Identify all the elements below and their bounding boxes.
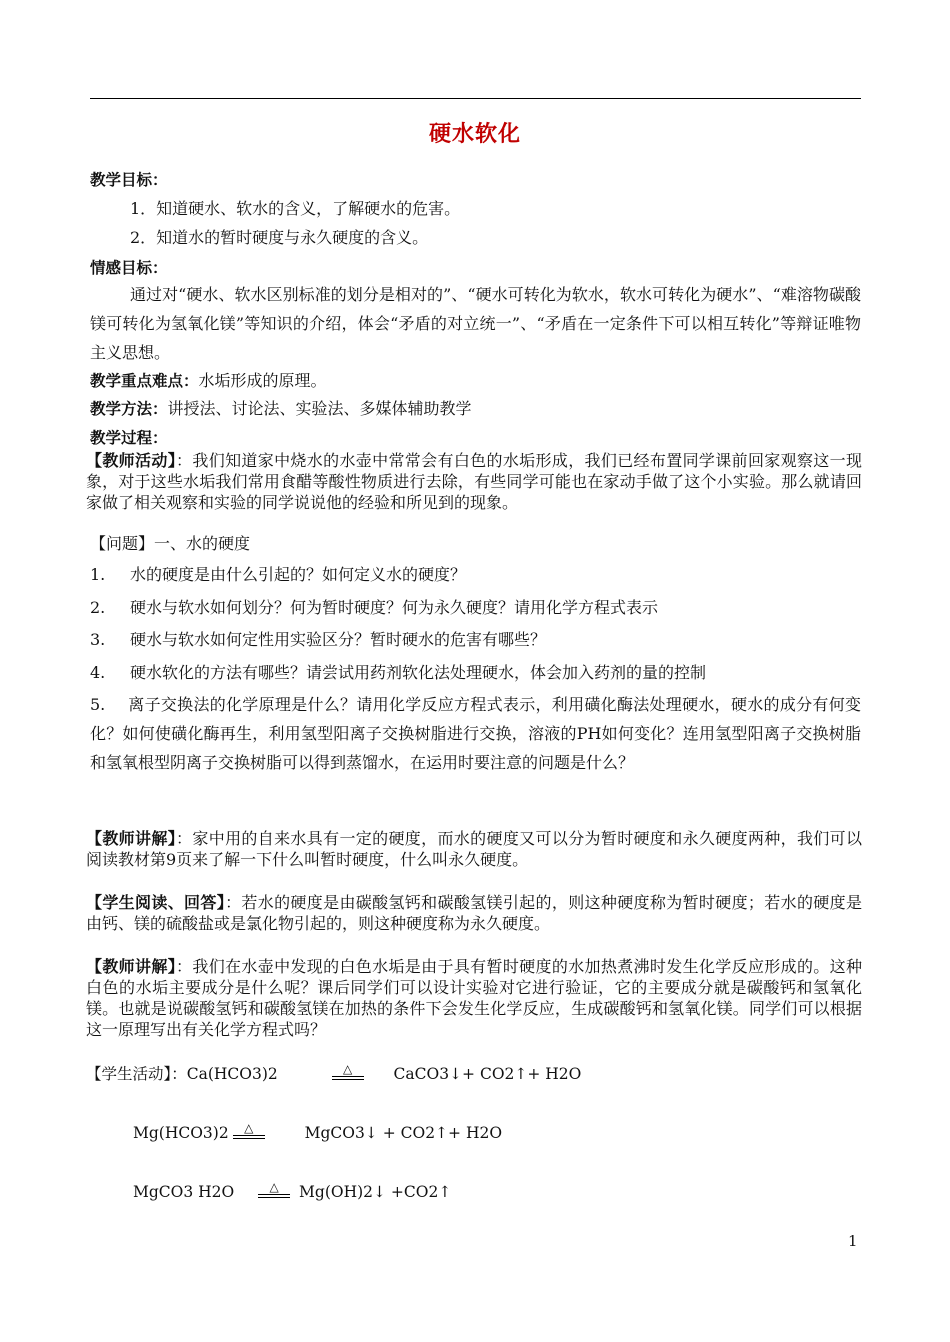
eq2-right: MgCO3↓ + CO2↑+ H2O <box>304 1124 503 1142</box>
teacher-explain-2-tag: 【教师讲解】 <box>86 957 177 976</box>
teacher-explain-2-text: ：我们在水壶中发现的白色水垢是由于具有暂时硬度的水加热煮沸时发生化学反应形成的。这种白色的水垢主要成分是什么呢？课后同学们可以设计实验对它进行验证，它的主要成分就是碳酸钙和氢氧化镁。也就是说碳酸氢钙和碳酸氢镁在加热的条件下会发生化学反应，生成碳酸钙和氢氧化镁。同学们可以根据这一原理写出有关化学方程式吗？ <box>86 957 862 1039</box>
question-number: 2. <box>90 598 106 617</box>
equation-2 <box>133 1123 502 1144</box>
equation-1 <box>86 1064 581 1085</box>
key-points <box>90 371 861 391</box>
question-text: 硬水与软水如何定性用实验区分？暂时硬水的危害有哪些？ <box>130 630 547 649</box>
header-rule <box>90 98 861 99</box>
method-text: 讲授法、讨论法、实验法、多媒体辅助教学 <box>167 399 472 418</box>
teacher-activity-text: ：我们知道家中烧水的水壶中常常会有白色的水垢形成，我们已经布置同学课前回家观察这一现象，对于这些水垢我们常用食醋等酸性物质进行去除，有些同学可能也在家动手做了这个小实验。那么就请回家做了相关观察和实验的同学说说他的经验和所见到的现象。 <box>86 451 862 512</box>
question-header: 【问题】一、水的硬度 <box>90 534 251 553</box>
teacher-explain-2 <box>86 956 862 1040</box>
heat-symbol: △ <box>254 1182 294 1203</box>
question-item-2 <box>90 593 861 622</box>
teacher-explain-1-text: ：家中用的自来水具有一定的硬度，而水的硬度又可以分为暂时硬度和永久硬度两种，我们可以阅读教材第9页来了解一下什么叫暂时硬度，什么叫永久硬度。 <box>86 829 862 869</box>
teacher-activity <box>86 450 862 513</box>
eq3-right: Mg(OH)2↓ +CO2↑ <box>299 1183 452 1201</box>
question-item-4 <box>90 658 861 687</box>
student-read <box>86 892 862 934</box>
teacher-activity-tag: 【教师活动】 <box>86 451 177 470</box>
method-heading: 教学方法： <box>90 400 168 418</box>
question-item-5 <box>90 690 861 777</box>
question-item-3 <box>90 625 861 654</box>
emotion-text: 通过对“硬水、软水区别标准的划分是相对的”、“硬水可转化为软水，软水可转化为硬水”、“难溶物碳酸镁可转化为氢氧化镁”等知识的介绍，体会“矛盾的对立统一”、“矛盾在一定条件下可以相互转化”等辩证唯物主义思想。 <box>90 285 861 362</box>
student-activity-tag: 【学生活动】： <box>86 1065 187 1083</box>
equation-3 <box>133 1182 451 1203</box>
process-heading: 教学过程： <box>90 429 168 447</box>
eq2-left: Mg(HCO3)2 <box>133 1124 229 1142</box>
teacher-explain-1 <box>86 828 862 870</box>
emotion-heading: 情感目标： <box>90 259 168 277</box>
teacher-explain-1-tag: 【教师讲解】 <box>86 829 177 848</box>
eq1-left: Ca(HCO3)2 <box>186 1065 278 1083</box>
key-text: 水垢形成的原理。 <box>198 371 327 390</box>
question-text: 离子交换法的化学原理是什么？请用化学反应方程式表示，利用磺化酶法处理硬水，硬水的成分有何变化？如何使磺化酶再生，利用氢型阳离子交换树脂进行交换，溶液的PH如何变化？连用氢型阳离子交换树脂和氢氧根型阴离子交换树脂可以得到蒸馏水，在运用时要注意的问题是什么？ <box>90 695 861 772</box>
question-text: 硬水软化的方法有哪些？请尝试用药剂软化法处理硬水，体会加入药剂的量的控制 <box>130 663 707 682</box>
question-text: 硬水与软水如何划分？何为暂时硬度？何为永久硬度？请用化学方程式表示 <box>130 598 659 617</box>
goals-heading: 教学目标： <box>90 171 168 189</box>
question-number: 3. <box>90 630 106 649</box>
key-heading: 教学重点难点： <box>90 372 199 390</box>
methods <box>90 399 861 419</box>
question-number: 5. <box>90 695 106 714</box>
student-read-text: ：若水的硬度是由碳酸氢钙和碳酸氢镁引起的，则这种硬度称为暂时硬度；若水的硬度是由钙、镁的硫酸盐或是氯化物引起的，则这种硬度称为永久硬度。 <box>86 893 862 933</box>
goal-item-1: 1．知道硬水、软水的含义，了解硬水的危害。 <box>130 199 461 218</box>
question-text: 水的硬度是由什么引起的？如何定义水的硬度？ <box>130 565 467 584</box>
document-title: 硬水软化 <box>428 122 521 147</box>
heat-symbol: △ <box>229 1123 269 1144</box>
question-number: 1. <box>90 565 106 584</box>
eq1-right: CaCO3↓+ CO2↑+ H2O <box>393 1065 582 1083</box>
eq3-left: MgCO3 H2O <box>133 1183 235 1201</box>
question-item-1 <box>90 560 861 589</box>
heat-symbol: △ <box>328 1064 368 1085</box>
student-read-tag: 【学生阅读、回答】 <box>86 893 226 912</box>
question-number: 4. <box>90 663 106 682</box>
goal-item-2: 2．知道水的暂时硬度与永久硬度的含义。 <box>130 228 429 247</box>
page-number: 1 <box>848 1232 858 1250</box>
